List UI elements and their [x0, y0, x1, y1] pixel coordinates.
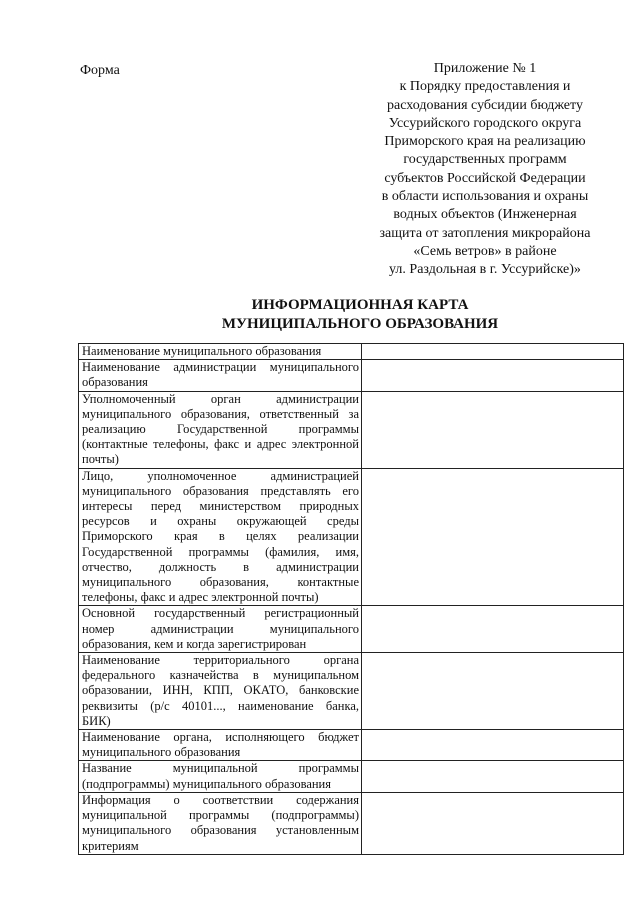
row-label-line: Приморского края в целях реализации	[82, 529, 359, 544]
row-value-field[interactable]	[362, 606, 624, 653]
row-label-line: образования	[82, 375, 148, 390]
row-label-line: Наименование администрации муниципального	[82, 360, 359, 375]
appendix-line: ул. Раздольная в г. Уссурийске)»	[389, 262, 581, 278]
row-label	[79, 391, 362, 468]
row-value-field[interactable]	[362, 344, 624, 360]
row-label-line: номер администрации муниципального	[82, 621, 359, 636]
row-label-line: Название муниципальной программы	[82, 761, 359, 776]
row-label	[79, 792, 362, 854]
row-label	[79, 360, 362, 391]
row-label-line: ресурсов и охраны окружающей среды	[82, 514, 359, 529]
row-value-field[interactable]	[362, 468, 624, 606]
row-label-line: образования, кем и когда зарегистрирован	[82, 636, 307, 651]
appendix-block	[360, 60, 610, 280]
row-label-line: Государственной программы (фамилия, имя,	[82, 544, 359, 559]
row-label-line: интересы перед министерством природных	[82, 499, 359, 514]
row-label-line: федерального казначейства в муниципальном	[82, 668, 359, 683]
appendix-line: «Семь ветров» в районе	[413, 243, 557, 259]
form-label: Форма	[80, 63, 120, 78]
row-label-line: Наименование муниципального образования	[82, 344, 322, 358]
row-label-line: Информация о соответствии содержания	[82, 792, 359, 807]
title-line: ИНФОРМАЦИОННАЯ КАРТА	[251, 297, 469, 313]
appendix-line: водных объектов (Инженерная	[393, 207, 577, 223]
row-label	[79, 606, 362, 653]
document-title	[170, 296, 550, 334]
row-label-line: муниципального образования, ответственный за	[82, 406, 359, 421]
row-label	[79, 730, 362, 761]
table-row	[79, 606, 624, 653]
table-row	[79, 792, 624, 854]
row-label-line: муниципальной программы (подпрограммы)	[82, 808, 359, 823]
row-label	[79, 468, 362, 606]
table-row	[79, 468, 624, 606]
row-label-line: муниципального образования, контактные	[82, 575, 359, 590]
row-label-line: (контактные телефоны, факс и адрес электронной	[82, 437, 359, 452]
row-value-field[interactable]	[362, 360, 624, 391]
row-value-field[interactable]	[362, 761, 624, 792]
row-label	[79, 653, 362, 730]
table-row	[79, 344, 624, 360]
appendix-line: к Порядку предоставления и	[399, 79, 571, 95]
row-label-line: (подпрограммы) муниципального образования	[82, 776, 331, 791]
appendix-line: Уссурийского городского округа	[388, 115, 582, 131]
appendix-line: в области использования и охраны	[381, 189, 589, 205]
row-label-line: телефоны, факс и адрес электронной почты)	[82, 590, 319, 605]
table-row	[79, 730, 624, 761]
row-label-line: образовании, ИНН, КПП, ОКАТО, банковские	[82, 683, 359, 698]
row-label-line: муниципального образования представлять его	[82, 483, 359, 498]
info-card-table	[78, 343, 624, 855]
row-label-line: реквизиты (р/с 40101..., наименование банка,	[82, 698, 359, 713]
row-value-field[interactable]	[362, 653, 624, 730]
table-row	[79, 761, 624, 792]
title-line: МУНИЦИПАЛЬНОГО ОБРАЗОВАНИЯ	[221, 316, 499, 332]
row-label-line: муниципального образования установленным	[82, 823, 359, 838]
row-label	[79, 761, 362, 792]
appendix-line: государственных программ	[403, 152, 567, 168]
table-row	[79, 391, 624, 468]
row-label-line: Лицо, уполномоченное администрацией	[82, 468, 359, 483]
row-label-line: Основной государственный регистрационный	[82, 606, 359, 621]
row-label-line: реализацию Государственной программы	[82, 422, 359, 437]
row-label-line: Уполномоченный орган администрации	[82, 391, 359, 406]
row-value-field[interactable]	[362, 792, 624, 854]
appendix-line: расходования субсидии бюджету	[387, 97, 583, 113]
appendix-line: Приморского края на реализацию	[384, 134, 586, 150]
row-label-line: почты)	[82, 452, 119, 467]
row-label-line: Наименование территориального органа	[82, 653, 359, 668]
row-label	[79, 344, 362, 360]
row-value-field[interactable]	[362, 730, 624, 761]
row-label-line: муниципального образования	[82, 745, 241, 760]
row-label-line: критериям	[82, 838, 139, 853]
appendix-line: субъектов Российской Федерации	[384, 170, 586, 186]
row-label-line: отчество, должность в администрации	[82, 559, 359, 574]
row-value-field[interactable]	[362, 391, 624, 468]
row-label-line: Наименование органа, исполняющего бюджет	[82, 730, 359, 745]
appendix-line: Приложение № 1	[433, 61, 537, 76]
table-row	[79, 653, 624, 730]
appendix-line: защита от затопления микрорайона	[379, 225, 591, 241]
table-row	[79, 360, 624, 391]
row-label-line: БИК)	[82, 713, 111, 728]
